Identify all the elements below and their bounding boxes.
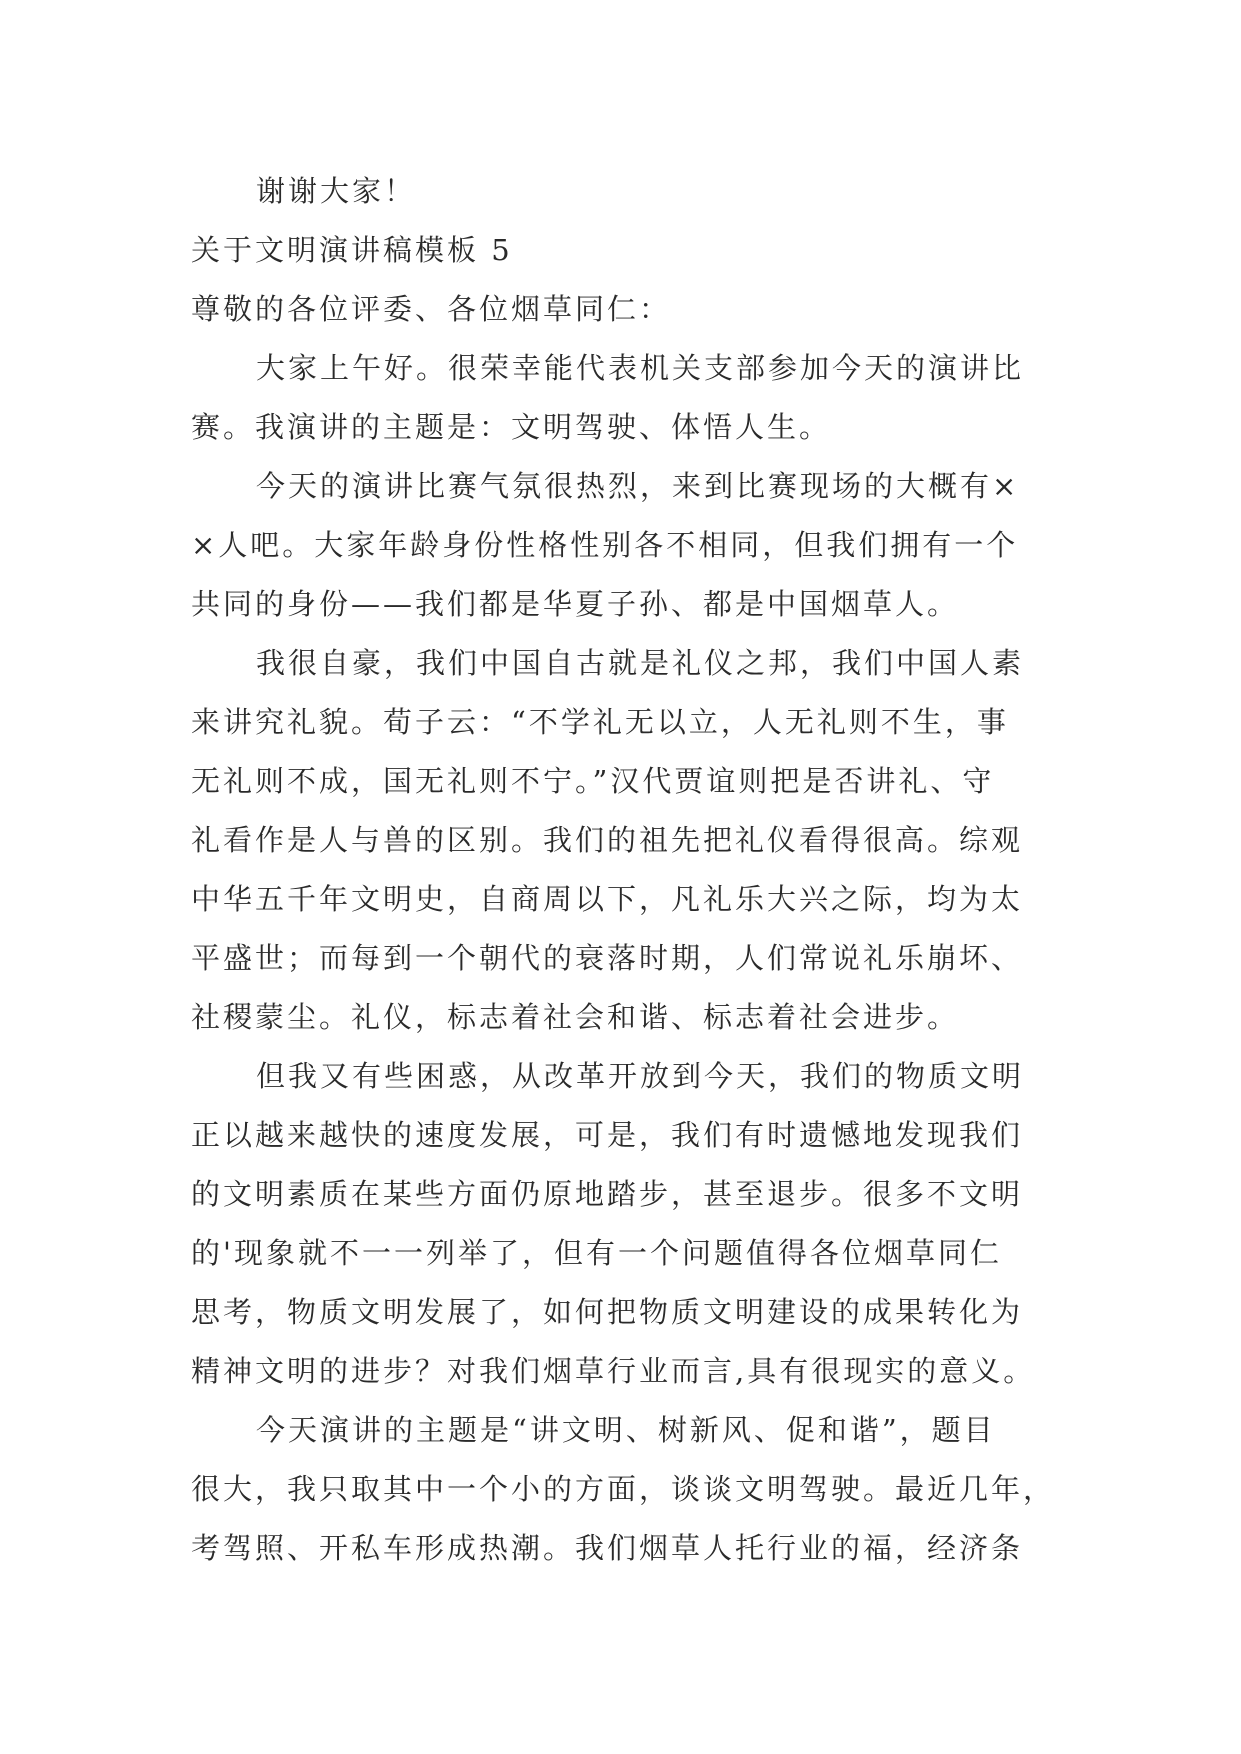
text-line: 我很自豪，我们中国自古就是礼仪之邦，我们中国人素 — [256, 646, 1025, 680]
salutation: 尊敬的各位评委、各位烟草同仁： — [191, 292, 672, 326]
document-body — [191, 162, 1056, 1578]
text-line: 今天演讲的主题是“讲文明、树新风、促和谐”，题目 — [256, 1413, 996, 1447]
text-line: 正以越来越快的速度发展，可是，我们有时遗憾地发现我们 — [191, 1118, 1024, 1152]
text-line: 大家上午好。很荣幸能代表机关支部参加今天的演讲比 — [256, 351, 1025, 385]
text-line: 精神文明的进步？对我们烟草行业而言,具有很现实的意义。 — [191, 1354, 1036, 1388]
text-line: 的文明素质在某些方面仍原地踏步，甚至退步。很多不文明 — [191, 1177, 1024, 1211]
text-line: 共同的身份——我们都是华夏子孙、都是中国烟草人。 — [191, 587, 960, 621]
text-line: 很大，我只取其中一个小的方面，谈谈文明驾驶。最近几年， — [191, 1472, 1056, 1506]
text-line: 社稷蒙尘。礼仪，标志着社会和谐、标志着社会进步。 — [191, 1000, 960, 1034]
text-line: 平盛世；而每到一个朝代的衰落时期，人们常说礼乐崩坏、 — [191, 941, 1024, 975]
text-line: 无礼则不成，国无礼则不宁。”汉代贾谊则把是否讲礼、守 — [191, 764, 995, 798]
text-line: 今天的演讲比赛气氛很热烈，来到比赛现场的大概有× — [256, 469, 1020, 503]
text-line: 考驾照、开私车形成热潮。我们烟草人托行业的福，经济条 — [191, 1531, 1024, 1565]
text-line: ×人吧。大家年龄身份性格性别各不相同，但我们拥有一个 — [191, 528, 1019, 562]
text-line: 的'现象就不一一列举了，但有一个问题值得各位烟草同仁 — [191, 1236, 1002, 1270]
text-line: 但我又有些困惑，从改革开放到今天，我们的物质文明 — [256, 1059, 1025, 1093]
text-line: 思考，物质文明发展了，如何把物质文明建设的成果转化为 — [191, 1295, 1024, 1329]
text-line: 谢谢大家！ — [256, 174, 417, 208]
text-line: 中华五千年文明史，自商周以下，凡礼乐大兴之际，均为太 — [191, 882, 1024, 916]
text-line: 赛。我演讲的主题是：文明驾驶、体悟人生。 — [191, 410, 832, 444]
text-line: 礼看作是人与兽的区别。我们的祖先把礼仪看得很高。综观 — [191, 823, 1024, 857]
text-line: 来讲究礼貌。荀子云：“不学礼无以立，人无礼则不生，事 — [191, 705, 1009, 739]
section-title: 关于文明演讲稿模板 5 — [191, 233, 513, 267]
